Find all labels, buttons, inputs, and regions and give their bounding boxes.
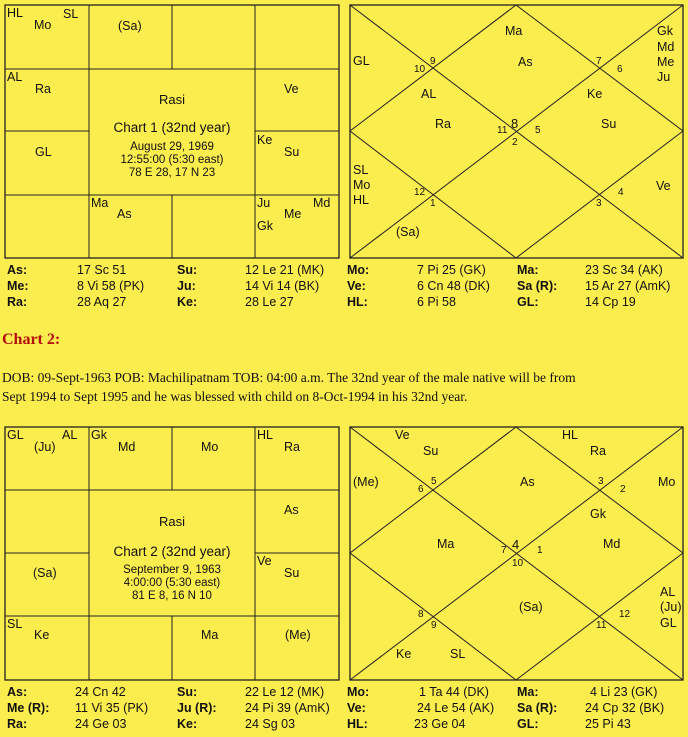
c1n-gl: GL <box>353 54 370 68</box>
c1n-num8: 8 <box>511 116 519 131</box>
c2-pos-value: 24 Ge 03 <box>75 717 127 731</box>
c2-pos-label: HL: <box>347 717 368 731</box>
c1-h7-gl: GL <box>35 145 52 159</box>
c2n-num11: 11 <box>596 620 607 631</box>
c2n-sl: SL <box>450 647 466 661</box>
c1n-as: As <box>518 55 533 69</box>
c2n-ju: (Ju) <box>660 600 682 614</box>
c2-h4-ra: Ra <box>284 440 300 454</box>
c2n-num8: 8 <box>418 609 424 620</box>
c2n-num1: 1 <box>537 545 543 556</box>
c2-h1-gl: GL <box>7 428 24 442</box>
c1n-num10: 10 <box>414 64 426 75</box>
c1n-num11: 11 <box>497 125 508 136</box>
c1-pos-label: Ke: <box>177 295 198 309</box>
c1n-num7: 7 <box>596 56 602 67</box>
c1-time: 12:55:00 (5:30 east) <box>120 154 224 166</box>
c1-h12-gk: Gk <box>257 219 273 233</box>
c1-pos-label: Su: <box>177 263 198 277</box>
c2-pos-label: GL: <box>517 717 539 731</box>
c1-h1-sl: SL <box>63 7 79 21</box>
c2-pos-value: 24 Sg 03 <box>245 717 296 731</box>
c1-pos-value: 6 Pi 58 <box>417 295 456 309</box>
c2-h1-ju: (Ju) <box>34 440 56 454</box>
c1n-num1: 1 <box>430 198 436 209</box>
c2n-ma: Ma <box>437 537 455 551</box>
c2-pos-value: 24 Pi 39 (AmK) <box>245 701 330 715</box>
c2-h9-ke: Ke <box>34 628 50 642</box>
c2-pos-value: 11 Vi 35 (PK) <box>75 701 149 715</box>
c1-h8-su: Su <box>284 145 300 159</box>
c1-pos-value: 14 Vi 14 (BK) <box>245 279 320 293</box>
c2-h7-sa: (Sa) <box>33 566 57 580</box>
c2-pos-label: Ra: <box>7 717 28 731</box>
c2-pos-label: Ju (R): <box>177 701 217 715</box>
c1n-num6: 6 <box>617 64 623 75</box>
description-line-2: Sept 1994 to Sept 1995 and he was blessed with child on 8-Oct-1994 in his 32nd year. <box>2 389 468 404</box>
c1-h10-as: As <box>117 207 132 221</box>
c1-h5-al: AL <box>7 70 23 84</box>
c2-pos-label: Sa (R): <box>517 701 558 715</box>
c1-h2-sa: (Sa) <box>118 19 142 33</box>
c2n-su: Su <box>423 444 439 458</box>
c2-pos-value: 24 Cp 32 (BK) <box>585 701 665 715</box>
c2n-gl: GL <box>660 616 677 630</box>
c2-coords: 81 E 8, 16 N 10 <box>132 590 212 602</box>
c2-pos-value: 4 Li 23 (GK) <box>590 685 658 699</box>
c1-rasi-title: Rasi <box>158 92 185 107</box>
c1n-num9: 9 <box>430 56 436 67</box>
chart2-heading: Chart 2: <box>2 331 61 348</box>
c1-chart-subtitle: Chart 1 (32nd year) <box>113 120 231 135</box>
c2-pos-value: 25 Pi 43 <box>585 717 631 731</box>
c1n-ke: Ke <box>587 87 603 101</box>
c1-pos-value: 23 Sc 34 (AK) <box>585 263 663 277</box>
c2-h1-al: AL <box>62 428 78 442</box>
c2n-mo: Mo <box>658 475 676 489</box>
c1-pos-label: Ve: <box>347 279 366 293</box>
c2-time: 4:00:00 (5:30 east) <box>123 577 221 589</box>
c1-pos-label: Ju: <box>177 279 196 293</box>
c2-pos-label: Me (R): <box>7 701 50 715</box>
c2-pos-label: Ma: <box>517 685 539 699</box>
c1-pos-value: 28 Le 27 <box>245 295 294 309</box>
c1-coords: 78 E 28, 17 N 23 <box>128 167 216 179</box>
c2n-num7: 7 <box>501 545 507 556</box>
c1n-num3: 3 <box>596 198 602 209</box>
c1-h12-me: Me <box>284 207 302 221</box>
c1-pos-label: Mo: <box>347 263 370 277</box>
c1-pos-value: 15 Ar 27 (AmK) <box>585 279 671 293</box>
c2n-as: As <box>520 475 535 489</box>
c1-pos-value: 28 Aq 27 <box>77 295 127 309</box>
c2n-num4: 4 <box>512 537 520 552</box>
c1-h5-ra: Ra <box>35 82 51 96</box>
c2n-ve: Ve <box>395 428 410 442</box>
c2-h6-as: As <box>284 503 299 517</box>
c1-pos-value: 7 Pi 25 (GK) <box>417 263 486 277</box>
c2-h8-ve: Ve <box>257 554 272 568</box>
c2-rasi-title: Rasi <box>158 514 185 529</box>
c2-h8-su: Su <box>284 566 300 580</box>
c1-h1-mo: Mo <box>34 18 52 32</box>
c1n-num4: 4 <box>618 187 624 198</box>
c1n-al: AL <box>421 87 437 101</box>
c1n-ra: Ra <box>435 117 451 131</box>
c2n-num2: 2 <box>620 484 626 495</box>
c1-pos-value: 6 Cn 48 (DK) <box>417 279 490 293</box>
c1-h12-ju: Ju <box>257 196 271 210</box>
c1-pos-label: GL: <box>517 295 539 309</box>
c1-pos-value: 8 Vi 58 (PK) <box>77 279 145 293</box>
c1-h1-hl: HL <box>7 6 23 20</box>
c1n-num5: 5 <box>535 125 541 136</box>
c1-h6-ve: Ve <box>284 82 299 96</box>
c2n-al: AL <box>660 585 676 599</box>
c2n-me: (Me) <box>353 475 379 489</box>
c2n-sa: (Sa) <box>519 600 543 614</box>
c1n-ma: Ma <box>505 24 523 38</box>
c2n-num6: 6 <box>418 484 424 495</box>
c2-pos-value: 1 Ta 44 (DK) <box>419 685 489 699</box>
c2n-gk: Gk <box>590 507 606 521</box>
c1n-hl: HL <box>353 193 369 207</box>
c2-pos-label: Ve: <box>347 701 366 715</box>
c2-h9-sl: SL <box>7 617 23 631</box>
c1n-sa: (Sa) <box>396 225 420 239</box>
c1n-me: Me <box>657 55 675 69</box>
c2-h11-ma: Ma <box>201 628 219 642</box>
c1n-md: Md <box>657 40 675 54</box>
c1n-sl: SL <box>353 163 369 177</box>
c1-pos-value: 12 Le 21 (MK) <box>245 263 325 277</box>
c2-h4-hl: HL <box>257 428 273 442</box>
c1-date: August 29, 1969 <box>130 141 214 153</box>
c2n-ke: Ke <box>396 647 412 661</box>
c2-pos-label: As: <box>7 685 28 699</box>
c2-h2-gk: Gk <box>91 428 107 442</box>
c2-pos-label: Ke: <box>177 717 198 731</box>
c2-pos-value: 24 Cn 42 <box>75 685 126 699</box>
c2-pos-label: Mo: <box>347 685 370 699</box>
c1n-ju: Ju <box>657 70 671 84</box>
c2n-hl: HL <box>562 428 578 442</box>
c2n-num3: 3 <box>598 476 604 487</box>
c1-pos-label: Ra: <box>7 295 28 309</box>
c2-h3-mo: Mo <box>201 440 219 454</box>
description-line-1: DOB: 09-Sept-1963 POB: Machilipatnam TOB: 04:00 a.m. The 32nd year of the male native will be from <box>2 370 576 385</box>
c2-pos-value: 24 Le 54 (AK) <box>417 701 495 715</box>
c1-pos-label: As: <box>7 263 28 277</box>
c2n-md: Md <box>603 537 621 551</box>
c1-pos-value: 14 Cp 19 <box>585 295 636 309</box>
c1-pos-value: 17 Sc 51 <box>77 263 127 277</box>
c2-chart-subtitle: Chart 2 (32nd year) <box>113 544 231 559</box>
c2-h2-md: Md <box>118 440 136 454</box>
c2n-num9: 9 <box>431 620 437 631</box>
c2-pos-value: 23 Ge 04 <box>414 717 466 731</box>
c2n-num5: 5 <box>431 476 437 487</box>
c2n-num12: 12 <box>619 609 631 620</box>
c2-date: September 9, 1963 <box>123 564 221 576</box>
c1n-ve: Ve <box>656 179 671 193</box>
c2n-num10: 10 <box>512 558 524 569</box>
c1-pos-label: HL: <box>347 295 368 309</box>
c1-pos-label: Sa (R): <box>517 279 558 293</box>
c1-h12-md: Md <box>313 196 331 210</box>
c1n-num12: 12 <box>414 187 426 198</box>
c1n-num2: 2 <box>512 137 518 148</box>
c1-pos-label: Me: <box>7 279 29 293</box>
c1n-gk: Gk <box>657 24 673 38</box>
c1-pos-label: Ma: <box>517 263 539 277</box>
c2-pos-value: 22 Le 12 (MK) <box>245 685 325 699</box>
c1n-mo: Mo <box>353 178 371 192</box>
c1-h8-ke: Ke <box>257 133 273 147</box>
c2-h12-me: (Me) <box>285 628 311 642</box>
c2-pos-label: Su: <box>177 685 198 699</box>
c1n-su: Su <box>601 117 617 131</box>
c2n-ra: Ra <box>590 444 606 458</box>
c1-h10-ma: Ma <box>91 196 109 210</box>
